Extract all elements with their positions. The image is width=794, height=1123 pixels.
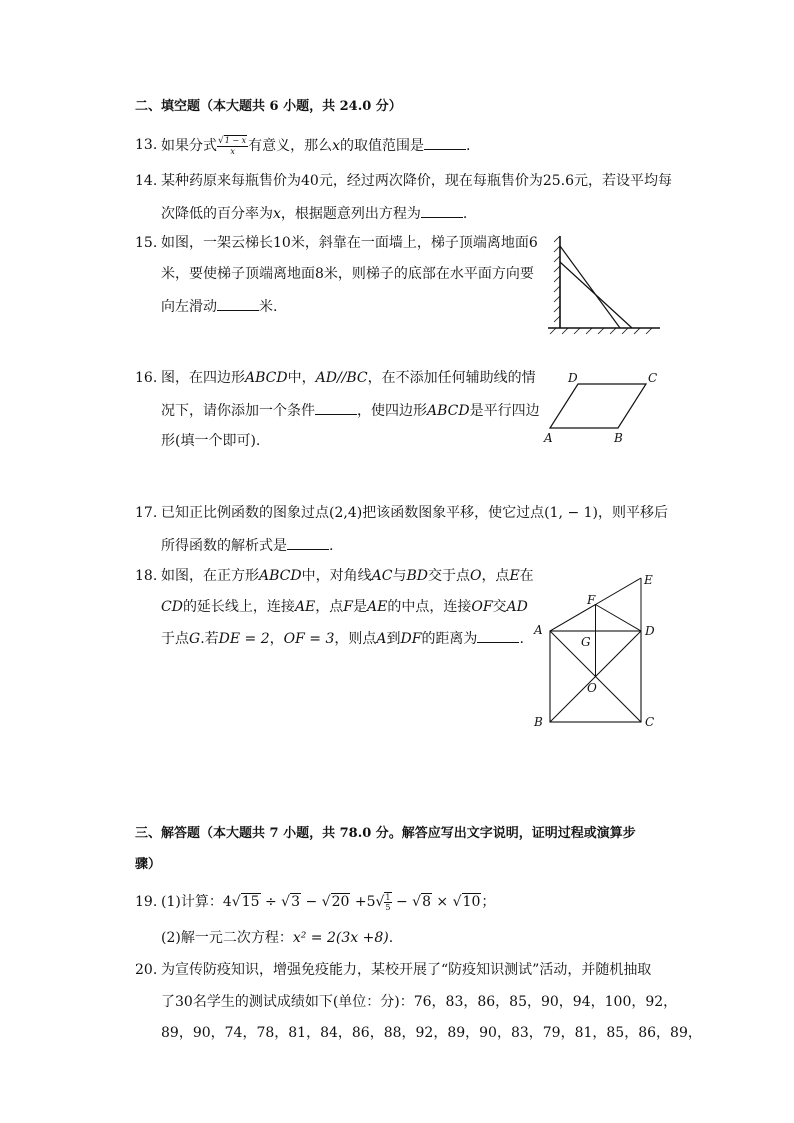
q14-line-2: 次降低的百分率为x，根据题意列出方程为 .: [161, 203, 467, 224]
q18-line-2: CD的延长线上，连接AE，点F是AE的中点，连接OF交AD: [161, 599, 528, 615]
q14-line-1: 某种药原来每瓶售价为40元，经过两次降价，现在每瓶售价为25.6元，若设平均每: [161, 173, 672, 189]
q19-fraction: $\frac{1}{5}$: [385, 893, 391, 912]
segment-df: [596, 605, 642, 632]
label-e: E: [644, 573, 653, 587]
label-b: B: [534, 715, 543, 729]
q16-line-3: 形(填一个即可).: [161, 433, 261, 449]
label-f: F: [587, 593, 596, 607]
q18-line-3: 于点G.若DE = 2，OF = 3，则点A到DF的距离为 .: [161, 628, 524, 649]
label-c: C: [648, 371, 658, 385]
label-o: O: [587, 681, 597, 695]
q20-number: 20.: [135, 962, 158, 978]
q16-line-1: 图，在四边形ABCD中，AD//BC，在不添加任何辅助线的情: [161, 370, 536, 386]
ladder-position-2: [560, 262, 632, 328]
wall-hatching: [554, 236, 560, 322]
answer-blank: [217, 296, 259, 311]
ladder-position-1: [560, 246, 620, 328]
q17-line-2: 所得函数的解析式是 .: [161, 535, 333, 556]
q18-square-figure: [530, 568, 665, 734]
q16-number: 16.: [135, 370, 158, 386]
label-d: D: [568, 371, 578, 385]
answer-blank: [287, 535, 329, 550]
q17-number: 17.: [135, 505, 158, 521]
q14-number: 14.: [135, 173, 158, 189]
q20-line-2: 了30名学生的测试成绩如下(单位：分)：76，83，86，85，90，94，100，92，: [161, 994, 678, 1010]
label-c: C: [645, 715, 655, 729]
answer-blank: [315, 400, 357, 415]
q18-line-1: 如图，在正方形ABCD中，对角线AC与BD交于点O，点E在: [161, 568, 534, 584]
q18-number: 18.: [135, 568, 158, 584]
q13-number: 13.: [135, 137, 158, 153]
segment-af: [550, 605, 596, 632]
q15-number: 15.: [135, 235, 158, 251]
ground-hatching: [550, 328, 652, 334]
parallelogram-abcd: [550, 384, 646, 428]
q13-text: 如果分式 $\frac{√1 - x}{x}$ 有意义，那么x的取值范围是 .: [161, 136, 471, 156]
label-g: G: [581, 635, 591, 649]
q19-part-1: (1)计算：4√15 ÷ √3 − √20 +5√ $\frac{1}{5}$ − √8 × √10；: [161, 893, 496, 912]
label-a: A: [534, 623, 543, 637]
answer-blank: [477, 628, 519, 643]
section-2-title: 二、填空题（本大题共 6 小题，共 24.0 分）: [135, 99, 402, 114]
q20-line-1: 为宣传防疫知识，增强免疫能力，某校开展了“防疫知识测试”活动，并随机抽取: [161, 962, 652, 978]
section-3-title-line-2: 骤）: [135, 857, 162, 872]
label-d: D: [645, 624, 655, 638]
q15-line-1: 如图，一架云梯长10米，斜靠在一面墙上，梯子顶端离地面6: [161, 235, 538, 251]
q15-ladder-figure: [540, 232, 665, 336]
q19-part-2: (2)解一元二次方程：x² = 2(3x +8).: [161, 930, 394, 946]
q15-line-2: 米，要使梯子顶端离地面8米，则梯子的底部在水平面方向要: [161, 266, 534, 282]
q16-line-2: 况下，请你添加一个条件 ，使四边形ABCD是平行四边: [161, 400, 540, 421]
q20-line-3: 89，90，74，78，81，84，86，88，92，89，90，83，79，81，85，86，89，: [161, 1025, 702, 1041]
label-b: B: [614, 431, 623, 445]
q19-number: 19.: [135, 894, 158, 910]
q17-line-1: 已知正比例函数的图象过点(2,4)把该函数图象平移，使它过点(1, − 1)，则平移后: [161, 505, 669, 521]
section-3-title-line-1: 三、解答题（本大题共 7 小题，共 78.0 分。解答应写出文字说明，证明过程或演算步: [135, 826, 636, 841]
q13-fraction: $\frac{√1 - x}{x}$: [218, 136, 247, 156]
q15-line-3: 向左滑动 米.: [161, 296, 277, 317]
answer-blank: [424, 135, 466, 150]
answer-blank: [421, 203, 463, 218]
q16-parallelogram-figure: [538, 368, 668, 448]
label-a: A: [544, 431, 553, 445]
